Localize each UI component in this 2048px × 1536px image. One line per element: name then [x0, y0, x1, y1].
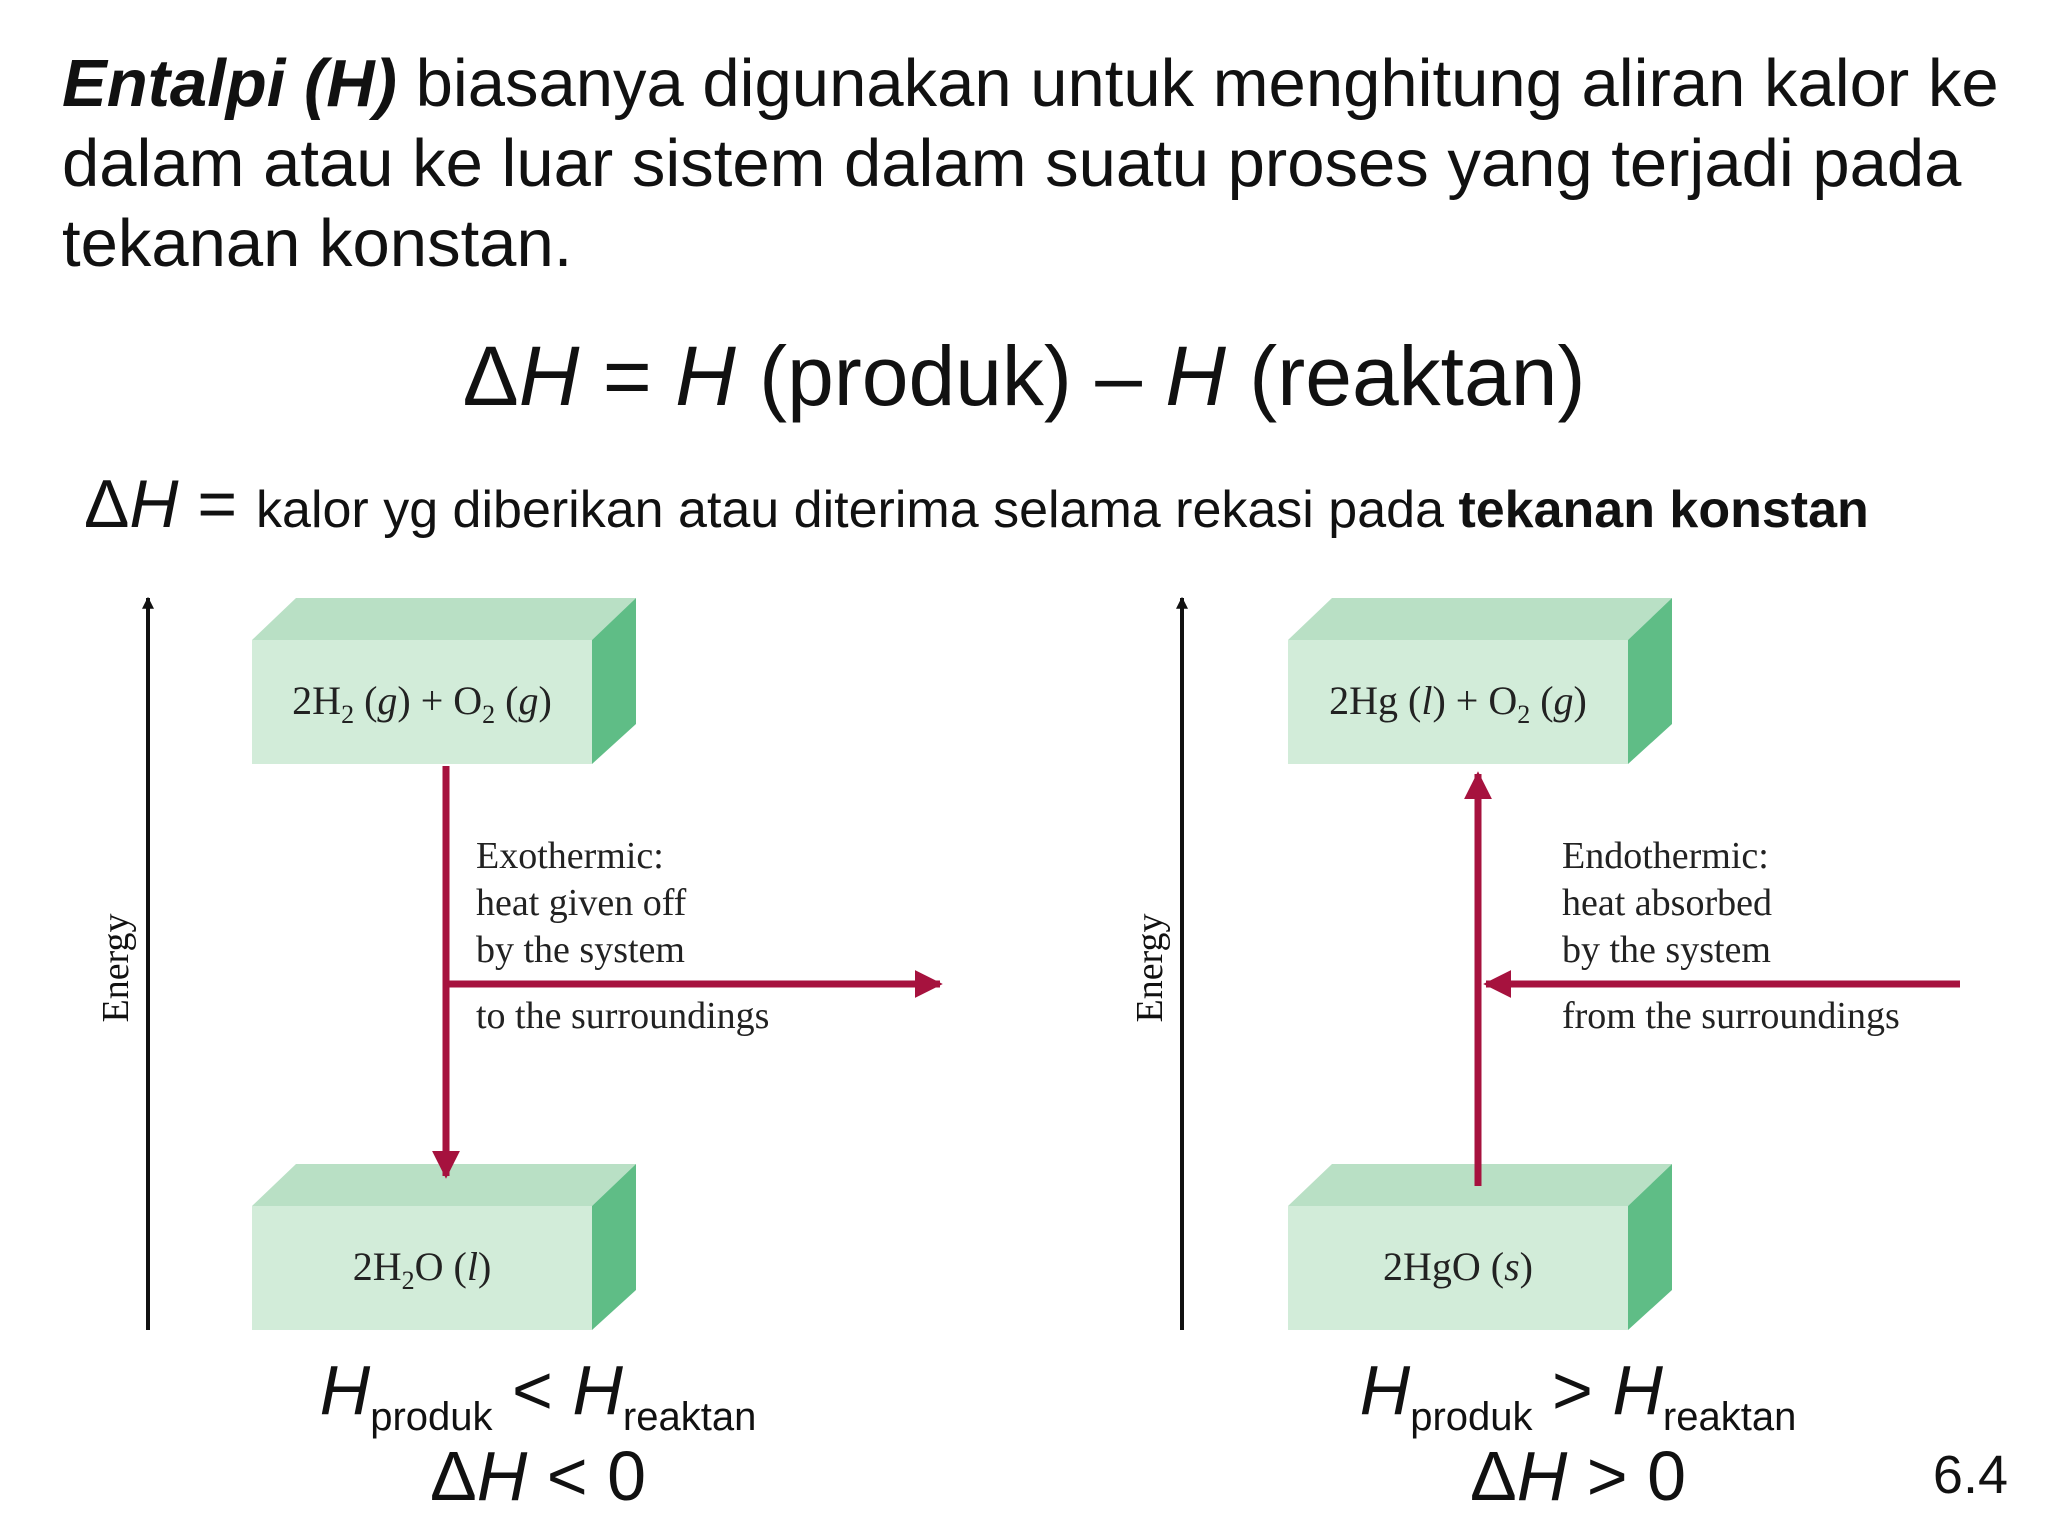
endothermic-delta-h: [1228, 1436, 1928, 1516]
caption-h: H: [476, 1437, 528, 1515]
endothermic-reactant-box: [1288, 1164, 1672, 1330]
caption-h: H: [1612, 1351, 1663, 1429]
caption-operator: >: [1532, 1351, 1613, 1429]
caption-sub: produk: [1410, 1395, 1533, 1439]
formula-reactants: (reaktan): [1225, 329, 1586, 423]
definition-delta: Δ: [84, 466, 130, 542]
formula-h-products: H: [675, 329, 736, 423]
caption-delta: Δ: [1469, 1437, 1517, 1515]
formula-h-reactants: H: [1165, 329, 1226, 423]
definition-equals: =: [178, 466, 257, 542]
exothermic-flow-text: to the surroundings: [476, 995, 770, 1037]
formula-equals: =: [579, 329, 676, 423]
box-top-face: [252, 598, 636, 640]
caption-sub: produk: [370, 1395, 493, 1439]
caption-condition: < 0: [527, 1437, 647, 1515]
endothermic-energy-label: Energy: [1129, 913, 1171, 1023]
endothermic-reactants-label: 2HgO (s): [1383, 1244, 1533, 1289]
endothermic-products-label: 2Hg $(l) + O_2$ (g): [1329, 678, 1587, 729]
endothermic-flow-text: from the surroundings: [1562, 995, 1900, 1037]
exothermic-reactant-box: [252, 598, 636, 764]
endothermic-product-box: [1288, 598, 1672, 764]
caption-h: H: [1359, 1351, 1411, 1429]
box-top-face: [1288, 598, 1672, 640]
slide-number: 6.4: [1932, 1445, 2008, 1505]
exothermic-products-label: $2H_2O$ (l): [352, 1244, 492, 1295]
endothermic-diagram: [1129, 598, 1960, 1330]
exothermic-diagram: [95, 598, 940, 1330]
definition-emphasis: tekanan konstan: [1458, 481, 1869, 539]
caption-condition: > 0: [1567, 1437, 1687, 1515]
intro-text: biasanya digunakan untuk menghitung aliran kalor ke dalam atau ke luar sistem dalam suatu proses yang terjadi pada tekanan konstan.: [62, 46, 1999, 281]
caption-h: H: [319, 1351, 371, 1429]
exothermic-product-box: [252, 1164, 636, 1330]
exothermic-energy-label: Energy: [95, 913, 137, 1023]
exothermic-description: Exothermic: heat given off by the system: [476, 835, 687, 971]
enthalpy-term: Entalpi (H): [62, 46, 397, 121]
caption-h: H: [572, 1351, 623, 1429]
caption-operator: <: [492, 1351, 573, 1429]
formula-delta: Δ: [462, 329, 519, 423]
caption-sub: reaktan: [1662, 1395, 1797, 1439]
exothermic-delta-h: [188, 1436, 888, 1516]
definition-h: H: [129, 466, 179, 542]
endothermic-description: Endothermic: heat absorbed by the system: [1562, 835, 1772, 971]
caption-h: H: [1516, 1437, 1568, 1515]
caption-sub: reaktan: [622, 1395, 757, 1439]
formula-h: H: [518, 329, 580, 423]
formula-products: (produk) –: [735, 329, 1166, 423]
exothermic-reactants-label: $2H_2$ $(g) + O_2$ (g): [292, 678, 552, 729]
caption-delta: Δ: [429, 1437, 477, 1515]
definition-text: kalor yg diberikan atau diterima selama rekasi pada: [256, 481, 1459, 539]
